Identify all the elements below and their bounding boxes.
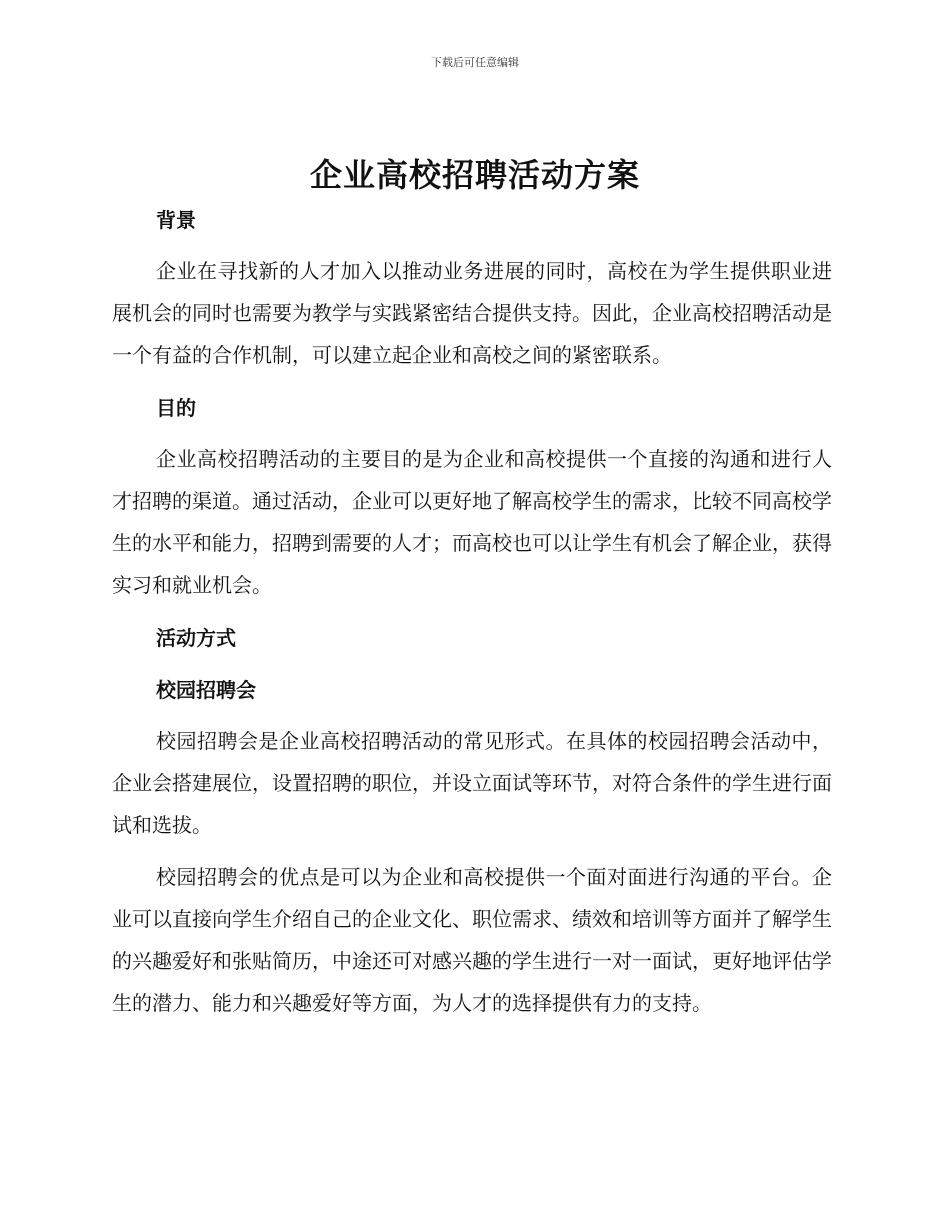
paragraph-background: 企业在寻找新的人才加入以推动业务进展的同时，高校在为学生提供职业进展机会的同时也需要为教学与实践紧密结合提供支持。因此，企业高校招聘活动是一个有益的合作机制，可以建立起企业和高校之间的紧密联系。 [112,259,832,367]
paragraph-campus-fair-1: 校园招聘会是企业高校招聘活动的常见形式。在具体的校园招聘会活动中，企业会搭建展位，设置招聘的职位，并设立面试等环节，对符合条件的学生进行面试和选拔。 [112,729,832,837]
header-note: 下载后可任意编辑 [431,56,519,69]
section-heading-purpose: 目的 [156,396,196,420]
document-body [112,198,832,1034]
section-heading-method: 活动方式 [156,626,236,650]
paragraph-purpose: 企业高校招聘活动的主要目的是为企业和高校提供一个直接的沟通和进行人才招聘的渠道。通过活动，企业可以更好地了解高校学生的需求，比较不同高校学生的水平和能力，招聘到需要的人才；而高校也可以让学生有机会了解企业，获得实习和就业机会。 [112,447,832,597]
section-heading-background: 背景 [156,208,196,232]
section-heading-campus-fair: 校园招聘会 [156,678,256,702]
document-title: 企业高校招聘活动方案 [309,156,640,194]
paragraph-campus-fair-2: 校园招聘会的优点是可以为企业和高校提供一个面对面进行沟通的平台。企业可以直接向学生介绍自己的企业文化、职位需求、绩效和培训等方面并了解学生的兴趣爱好和张贴简历，中途还可对感兴趣的学生进行一对一面试，更好地评估学生的潜力、能力和兴趣爱好等方面，为人才的选择提供有力的支持。 [112,865,832,1015]
